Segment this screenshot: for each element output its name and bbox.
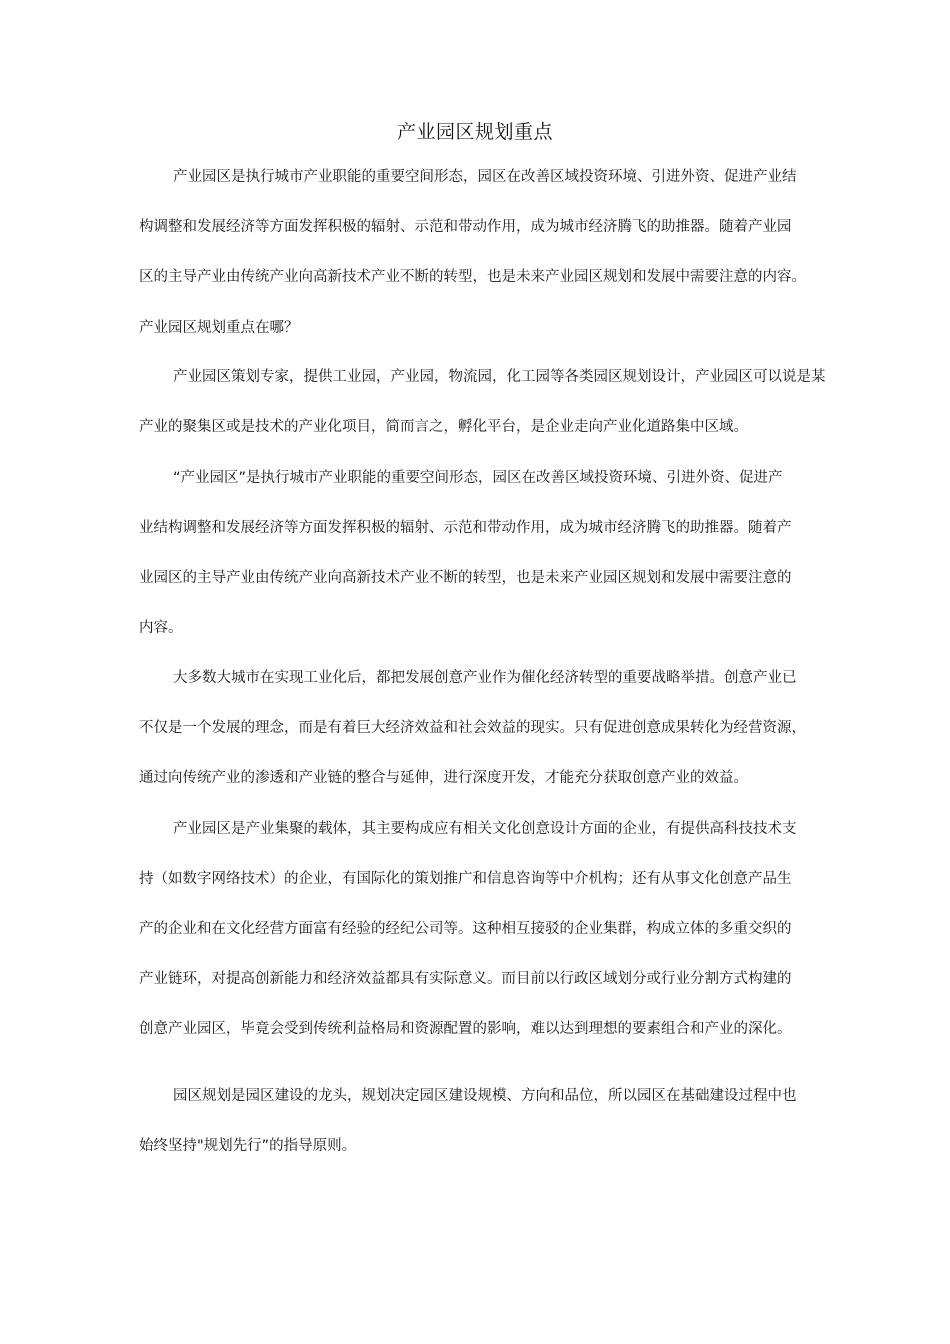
text-line: 始终坚持"规划先行”的指导原则。 <box>139 1138 357 1154</box>
text-line: 产的企业和在文化经营方面富有经验的经纪公司等。这种相互接驳的企业集群，构成立体的多重交织的 <box>139 921 792 937</box>
text-line: 产业园区策划专家，提供工业园，产业园，物流园，化工园等各类园区规划设计，产业园区可以说是某 <box>173 369 826 385</box>
text-line: 园区规划是园区建设的龙头，规划决定园区建设规模、方向和品位，所以园区在基础建设过程中也 <box>173 1088 797 1104</box>
text-line: 大多数大城市在实现工业化后，都把发展创意产业作为催化经济转型的重要战略举措。创意产业已 <box>173 670 797 686</box>
text-line: 创意产业园区，毕竟会受到传统利益格局和资源配置的影响，难以达到理想的要素组合和产业的深化。 <box>139 1021 792 1037</box>
text-line: 通过向传统产业的渗透和产业链的整合与延伸，进行深度开发，才能充分获取创意产业的效益。 <box>139 770 748 786</box>
text-line: 产业园区规划重点在哪？ <box>139 320 299 336</box>
text-line: 不仅是一个发展的理念，而是有着巨大经济效益和社会效益的现实。只有促进创意成果转化为经营资源， <box>139 720 806 736</box>
text-line: 区的主导产业由传统产业向高新技术产业不断的转型，也是未来产业园区规划和发展中需要注意的内容。 <box>139 269 806 285</box>
text-line: 产业园区是执行城市产业职能的重要空间形态，园区在改善区域投资环境、引进外资、促进产业结 <box>173 169 797 185</box>
document-title: 产业园区规划重点 <box>396 121 553 143</box>
text-line: 业园区的主导产业由传统产业向高新技术产业不断的转型，也是未来产业园区规划和发展中需要注意的 <box>139 570 792 586</box>
text-line: 内容。 <box>139 620 183 636</box>
text-line: 产业链环，对提高创新能力和经济效益都具有实际意义。而目前以行政区域划分或行业分割方式构建的 <box>139 971 792 987</box>
text-line: 持（如数字网络技术）的企业，有国际化的策划推广和信息咨询等中介机构；还有从事文化创意产品生 <box>139 871 792 887</box>
text-line: 业结构调整和发展经济等方面发挥积极的辐射、示范和带动作用，成为城市经济腾飞的助推器。随着产 <box>139 520 792 536</box>
text-line: “产业园区”是执行城市产业职能的重要空间形态，园区在改善区域投资环境、引进外资、促进产 <box>173 470 783 486</box>
text-line: 产业的聚集区或是技术的产业化项目，简而言之，孵化平台，是企业走向产业化道路集中区域。 <box>139 419 748 435</box>
text-line: 产业园区是产业集聚的载体，其主要构成应有相关文化创意设计方面的企业，有提供高科技技术支 <box>173 821 797 837</box>
text-line: 构调整和发展经济等方面发挥积极的辐射、示范和带动作用，成为城市经济腾飞的助推器。随着产业园 <box>139 219 792 235</box>
